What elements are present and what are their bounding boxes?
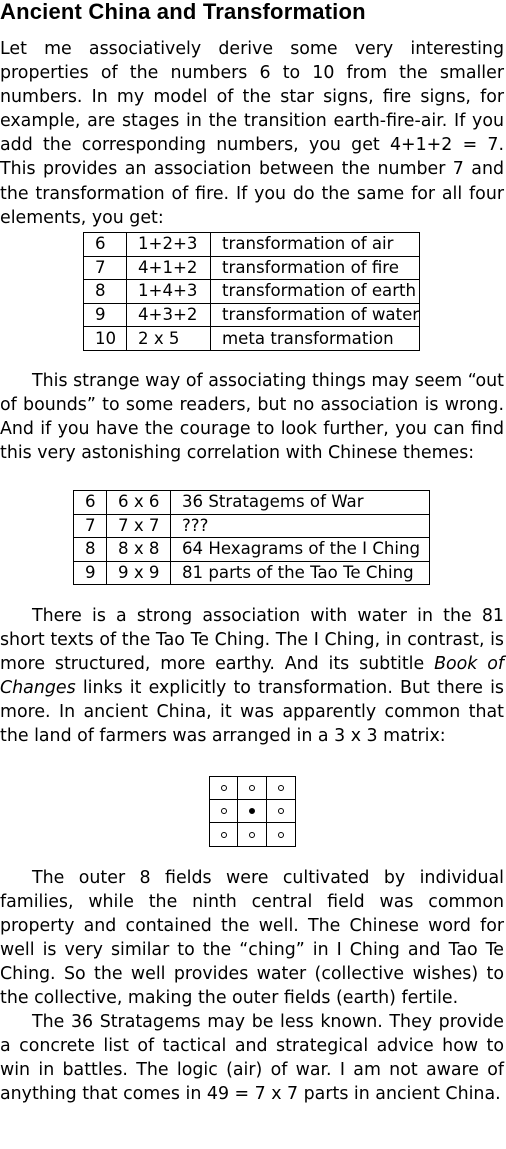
- farm-field-grid: [209, 776, 296, 847]
- table-cell: 9 x 9: [107, 561, 171, 585]
- grid-cell: [267, 823, 295, 846]
- open-circle-icon: [221, 785, 227, 791]
- table-cell: 6 x 6: [107, 491, 171, 515]
- table-row: [84, 256, 420, 280]
- table-cell: meta transformation: [211, 327, 420, 351]
- paragraph-stratagems: The 36 Stratagems may be less known. They provide a concrete list of tactical and strategical advice how to win in battles. The logic (air) of war. I am not aware of anything that comes in 49 = 7 x 7 parts in ancient China.: [0, 1012, 504, 1105]
- grid-cell: [210, 777, 238, 800]
- open-circle-icon: [221, 808, 227, 814]
- table-row: [74, 538, 430, 562]
- table-cell: 1+2+3: [127, 233, 211, 257]
- table-cell: transformation of fire: [211, 256, 420, 280]
- table-row: [84, 303, 420, 327]
- table-cell: transformation of earth: [211, 280, 420, 304]
- paragraph-tao-te-ching: [0, 604, 504, 749]
- open-circle-icon: [278, 832, 284, 838]
- table-cell: 2 x 5: [127, 327, 211, 351]
- table-row: [84, 233, 420, 257]
- paragraph-intro: Let me associatively derive some very interesting properties of the numbers 6 to 10 from the smaller numbers. In my model of the star signs, fire signs, for example, are stages in the transition earth-fire-air. If you add the corresponding numbers, you get 4+1+2 = 7. This provides an association between the number 7 and the transformation of fire. If you do the same for all four elements, you get:: [0, 39, 504, 228]
- grid-cell: [238, 777, 266, 800]
- table-row: [74, 514, 430, 538]
- elements-table: [83, 232, 420, 351]
- grid-cell: [210, 823, 238, 846]
- open-circle-icon: [278, 808, 284, 814]
- table-cell: 6: [74, 491, 107, 515]
- open-circle-icon: [221, 832, 227, 838]
- table-cell: 36 Stratagems of War: [171, 491, 430, 515]
- grid-cell-center: [238, 800, 266, 823]
- table-cell: 4+1+2: [127, 256, 211, 280]
- table-cell: 8: [84, 280, 127, 304]
- table-cell: 7: [74, 514, 107, 538]
- table-cell: 4+3+2: [127, 303, 211, 327]
- paragraph-text: links it explicitly to transformation. But there is more. In ancient China, it was apparently common that the land of farmers was arranged in a 3 x 3 matrix:: [0, 678, 504, 747]
- chinese-themes-table: [73, 490, 430, 585]
- book-of-changes-title: Book of Changes: [0, 654, 504, 699]
- table-row: [74, 491, 430, 515]
- grid-cell: [267, 800, 295, 823]
- table-cell: 64 Hexagrams of the I Ching: [171, 538, 430, 562]
- table-cell: 8 x 8: [107, 538, 171, 562]
- table-cell: 10: [84, 327, 127, 351]
- table-cell: 8: [74, 538, 107, 562]
- paragraph-text: There is a strong association with water in the 81 short texts of the Tao Te Ching. The I Ching, in contrast, is more structured, more earthy. And its subtitle: [0, 606, 504, 675]
- filled-circle-icon: [249, 808, 255, 814]
- open-circle-icon: [249, 832, 255, 838]
- grid-cell: [267, 777, 295, 800]
- grid-cell: [210, 800, 238, 823]
- table-cell: 1+4+3: [127, 280, 211, 304]
- open-circle-icon: [278, 785, 284, 791]
- table-cell: 6: [84, 233, 127, 257]
- open-circle-icon: [249, 785, 255, 791]
- table-cell: ???: [171, 514, 430, 538]
- table-cell: 9: [84, 303, 127, 327]
- grid-cell: [238, 823, 266, 846]
- table-row: [84, 327, 420, 351]
- table-cell: 81 parts of the Tao Te Ching: [171, 561, 430, 585]
- table-cell: 7 x 7: [107, 514, 171, 538]
- paragraph-well: The outer 8 fields were cultivated by individual families, while the ninth central field was common property and contained the well. The Chinese word for well is very similar to the “ching” in I Ching and Tao Te Ching. So the well provides water (collective wishes) to the collective, making the outer fields (earth) fertile.: [0, 868, 504, 1009]
- table-cell: 9: [74, 561, 107, 585]
- section-title: Ancient China and Transformation: [0, 0, 366, 24]
- table-cell: transformation of air: [211, 233, 420, 257]
- table-cell: 7: [84, 256, 127, 280]
- table-row: [74, 561, 430, 585]
- paragraph-associations: This strange way of associating things may seem “out of bounds” to some readers, but no association is wrong. And if you have the courage to look further, you can find this very astonishing correlation with Chinese themes:: [0, 371, 504, 464]
- table-cell: transformation of water: [211, 303, 420, 327]
- table-row: [84, 280, 420, 304]
